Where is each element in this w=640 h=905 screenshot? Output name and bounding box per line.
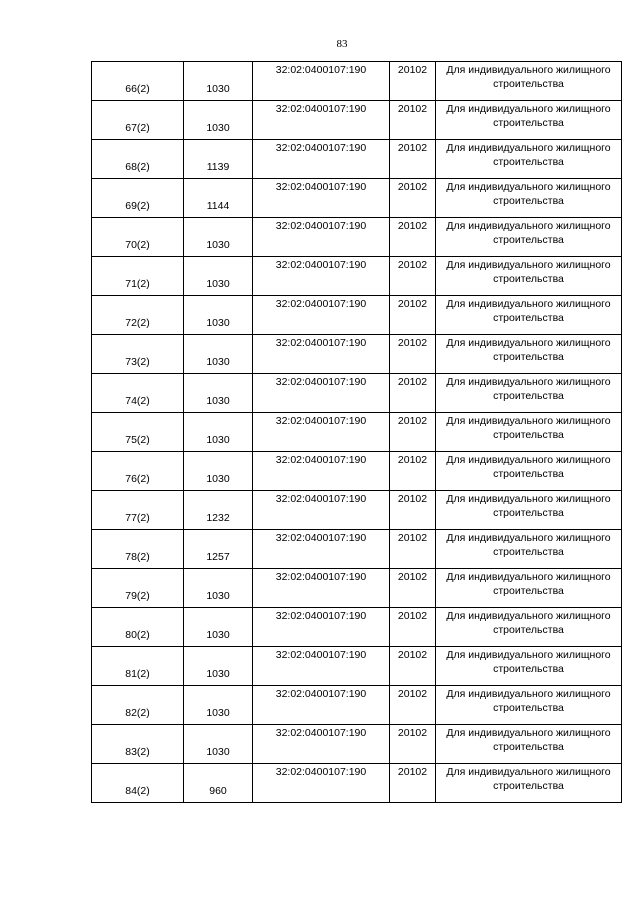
cadastral-number-cell: 32:02:0400107:190 <box>253 413 390 452</box>
cadastral-number-cell: 32:02:0400107:190 <box>253 257 390 296</box>
permitted-use-text: строительства <box>493 624 564 636</box>
permitted-use-text: строительства <box>493 156 564 168</box>
parcel-area-cell: 1030 <box>184 218 253 257</box>
permitted-use-cell <box>436 725 622 764</box>
parcel-number-cell: 79(2) <box>92 569 184 608</box>
permitted-use-text: строительства <box>493 312 564 324</box>
parcel-area-cell: 1030 <box>184 257 253 296</box>
permitted-use-text: Для индивидуального жилищного <box>446 493 611 505</box>
permitted-use-cell <box>436 764 622 803</box>
permitted-use-text: строительства <box>493 741 564 753</box>
permitted-use-text: Для индивидуального жилищного <box>446 298 611 310</box>
permitted-use-text: строительства <box>493 663 564 675</box>
parcel-number-cell: 80(2) <box>92 608 184 647</box>
parcel-area-cell: 1030 <box>184 725 253 764</box>
permitted-use-text: Для индивидуального жилищного <box>446 220 611 232</box>
cadastral-number-cell: 32:02:0400107:190 <box>253 530 390 569</box>
permitted-use-cell <box>436 62 622 101</box>
table-row <box>92 413 622 452</box>
table-row <box>92 725 622 764</box>
cadastral-number-cell: 32:02:0400107:190 <box>253 218 390 257</box>
cadastral-number-cell: 32:02:0400107:190 <box>253 725 390 764</box>
cadastral-number-cell: 32:02:0400107:190 <box>253 764 390 803</box>
cadastral-number-cell: 32:02:0400107:190 <box>253 569 390 608</box>
table-row <box>92 608 622 647</box>
parcel-number-cell: 68(2) <box>92 140 184 179</box>
table-row <box>92 374 622 413</box>
permitted-use-text: Для индивидуального жилищного <box>446 142 611 154</box>
permitted-use-text: Для индивидуального жилищного <box>446 454 611 466</box>
permitted-use-cell <box>436 257 622 296</box>
parcel-area-cell: 1030 <box>184 335 253 374</box>
use-code-cell: 20102 <box>390 62 436 101</box>
parcel-number-cell: 66(2) <box>92 62 184 101</box>
use-code-cell: 20102 <box>390 179 436 218</box>
table-row <box>92 491 622 530</box>
permitted-use-cell <box>436 218 622 257</box>
cadastral-number-cell: 32:02:0400107:190 <box>253 179 390 218</box>
permitted-use-text: строительства <box>493 234 564 246</box>
parcel-number-cell: 78(2) <box>92 530 184 569</box>
permitted-use-text: Для индивидуального жилищного <box>446 532 611 544</box>
permitted-use-cell <box>436 140 622 179</box>
permitted-use-text: строительства <box>493 546 564 558</box>
parcel-area-cell: 1030 <box>184 374 253 413</box>
table-row <box>92 140 622 179</box>
permitted-use-text: строительства <box>493 273 564 285</box>
cadastral-number-cell: 32:02:0400107:190 <box>253 296 390 335</box>
table-row <box>92 764 622 803</box>
parcel-number-cell: 70(2) <box>92 218 184 257</box>
permitted-use-cell <box>436 491 622 530</box>
parcel-area-cell: 960 <box>184 764 253 803</box>
parcel-area-cell: 1144 <box>184 179 253 218</box>
use-code-cell: 20102 <box>390 257 436 296</box>
parcel-number-cell: 72(2) <box>92 296 184 335</box>
table-row <box>92 452 622 491</box>
table-row <box>92 686 622 725</box>
permitted-use-cell <box>436 413 622 452</box>
use-code-cell: 20102 <box>390 608 436 647</box>
use-code-cell: 20102 <box>390 530 436 569</box>
table-row <box>92 530 622 569</box>
use-code-cell: 20102 <box>390 374 436 413</box>
permitted-use-text: строительства <box>493 117 564 129</box>
parcel-number-cell: 82(2) <box>92 686 184 725</box>
permitted-use-cell <box>436 452 622 491</box>
cadastral-number-cell: 32:02:0400107:190 <box>253 101 390 140</box>
permitted-use-text: строительства <box>493 468 564 480</box>
table-row <box>92 179 622 218</box>
table-row <box>92 62 622 101</box>
cadastral-number-cell: 32:02:0400107:190 <box>253 608 390 647</box>
parcel-area-cell: 1030 <box>184 296 253 335</box>
use-code-cell: 20102 <box>390 491 436 530</box>
permitted-use-text: строительства <box>493 195 564 207</box>
parcel-table-body <box>92 62 622 803</box>
permitted-use-cell <box>436 647 622 686</box>
use-code-cell: 20102 <box>390 101 436 140</box>
parcel-area-cell: 1030 <box>184 686 253 725</box>
parcel-number-cell: 73(2) <box>92 335 184 374</box>
use-code-cell: 20102 <box>390 218 436 257</box>
table-row <box>92 296 622 335</box>
use-code-cell: 20102 <box>390 452 436 491</box>
permitted-use-text: Для индивидуального жилищного <box>446 103 611 115</box>
parcel-area-cell: 1030 <box>184 101 253 140</box>
use-code-cell: 20102 <box>390 140 436 179</box>
permitted-use-text: Для индивидуального жилищного <box>446 259 611 271</box>
parcel-area-cell: 1030 <box>184 413 253 452</box>
parcel-number-cell: 84(2) <box>92 764 184 803</box>
permitted-use-cell <box>436 374 622 413</box>
permitted-use-text: Для индивидуального жилищного <box>446 64 611 76</box>
parcel-number-cell: 83(2) <box>92 725 184 764</box>
permitted-use-cell <box>436 296 622 335</box>
parcel-area-cell: 1030 <box>184 569 253 608</box>
parcel-number-cell: 67(2) <box>92 101 184 140</box>
permitted-use-text: строительства <box>493 78 564 90</box>
permitted-use-text: строительства <box>493 585 564 597</box>
parcel-number-cell: 71(2) <box>92 257 184 296</box>
use-code-cell: 20102 <box>390 569 436 608</box>
parcel-area-cell: 1030 <box>184 608 253 647</box>
parcel-number-cell: 76(2) <box>92 452 184 491</box>
cadastral-number-cell: 32:02:0400107:190 <box>253 647 390 686</box>
use-code-cell: 20102 <box>390 647 436 686</box>
permitted-use-text: Для индивидуального жилищного <box>446 337 611 349</box>
parcel-number-cell: 81(2) <box>92 647 184 686</box>
parcel-area-cell: 1030 <box>184 62 253 101</box>
cadastral-number-cell: 32:02:0400107:190 <box>253 140 390 179</box>
cadastral-number-cell: 32:02:0400107:190 <box>253 374 390 413</box>
cadastral-number-cell: 32:02:0400107:190 <box>253 491 390 530</box>
cadastral-number-cell: 32:02:0400107:190 <box>253 335 390 374</box>
permitted-use-cell <box>436 101 622 140</box>
parcel-area-cell: 1030 <box>184 647 253 686</box>
permitted-use-text: строительства <box>493 429 564 441</box>
table-row <box>92 218 622 257</box>
permitted-use-text: Для индивидуального жилищного <box>446 181 611 193</box>
permitted-use-text: Для индивидуального жилищного <box>446 376 611 388</box>
permitted-use-cell <box>436 335 622 374</box>
table-row <box>92 257 622 296</box>
parcel-number-cell: 75(2) <box>92 413 184 452</box>
use-code-cell: 20102 <box>390 335 436 374</box>
cadastral-number-cell: 32:02:0400107:190 <box>253 452 390 491</box>
permitted-use-text: строительства <box>493 702 564 714</box>
page-number: 83 <box>336 38 348 50</box>
permitted-use-text: строительства <box>493 351 564 363</box>
parcel-area-cell: 1257 <box>184 530 253 569</box>
table-row <box>92 335 622 374</box>
cadastral-number-cell: 32:02:0400107:190 <box>253 686 390 725</box>
permitted-use-text: Для индивидуального жилищного <box>446 415 611 427</box>
permitted-use-cell <box>436 686 622 725</box>
permitted-use-cell <box>436 569 622 608</box>
cadastral-number-cell: 32:02:0400107:190 <box>253 62 390 101</box>
parcel-number-cell: 74(2) <box>92 374 184 413</box>
permitted-use-text: строительства <box>493 780 564 792</box>
permitted-use-text: Для индивидуального жилищного <box>446 727 611 739</box>
permitted-use-cell <box>436 530 622 569</box>
permitted-use-text: строительства <box>493 390 564 402</box>
permitted-use-cell <box>436 608 622 647</box>
permitted-use-text: строительства <box>493 507 564 519</box>
parcel-area-cell: 1139 <box>184 140 253 179</box>
permitted-use-text: Для индивидуального жилищного <box>446 571 611 583</box>
parcel-number-cell: 77(2) <box>92 491 184 530</box>
permitted-use-text: Для индивидуального жилищного <box>446 766 611 778</box>
table-row <box>92 569 622 608</box>
use-code-cell: 20102 <box>390 764 436 803</box>
use-code-cell: 20102 <box>390 296 436 335</box>
permitted-use-text: Для индивидуального жилищного <box>446 649 611 661</box>
use-code-cell: 20102 <box>390 413 436 452</box>
use-code-cell: 20102 <box>390 686 436 725</box>
parcel-area-cell: 1232 <box>184 491 253 530</box>
use-code-cell: 20102 <box>390 725 436 764</box>
parcel-area-cell: 1030 <box>184 452 253 491</box>
permitted-use-cell <box>436 179 622 218</box>
permitted-use-text: Для индивидуального жилищного <box>446 610 611 622</box>
table-row <box>92 647 622 686</box>
table-row <box>92 101 622 140</box>
parcel-table <box>91 61 622 803</box>
parcel-number-cell: 69(2) <box>92 179 184 218</box>
permitted-use-text: Для индивидуального жилищного <box>446 688 611 700</box>
